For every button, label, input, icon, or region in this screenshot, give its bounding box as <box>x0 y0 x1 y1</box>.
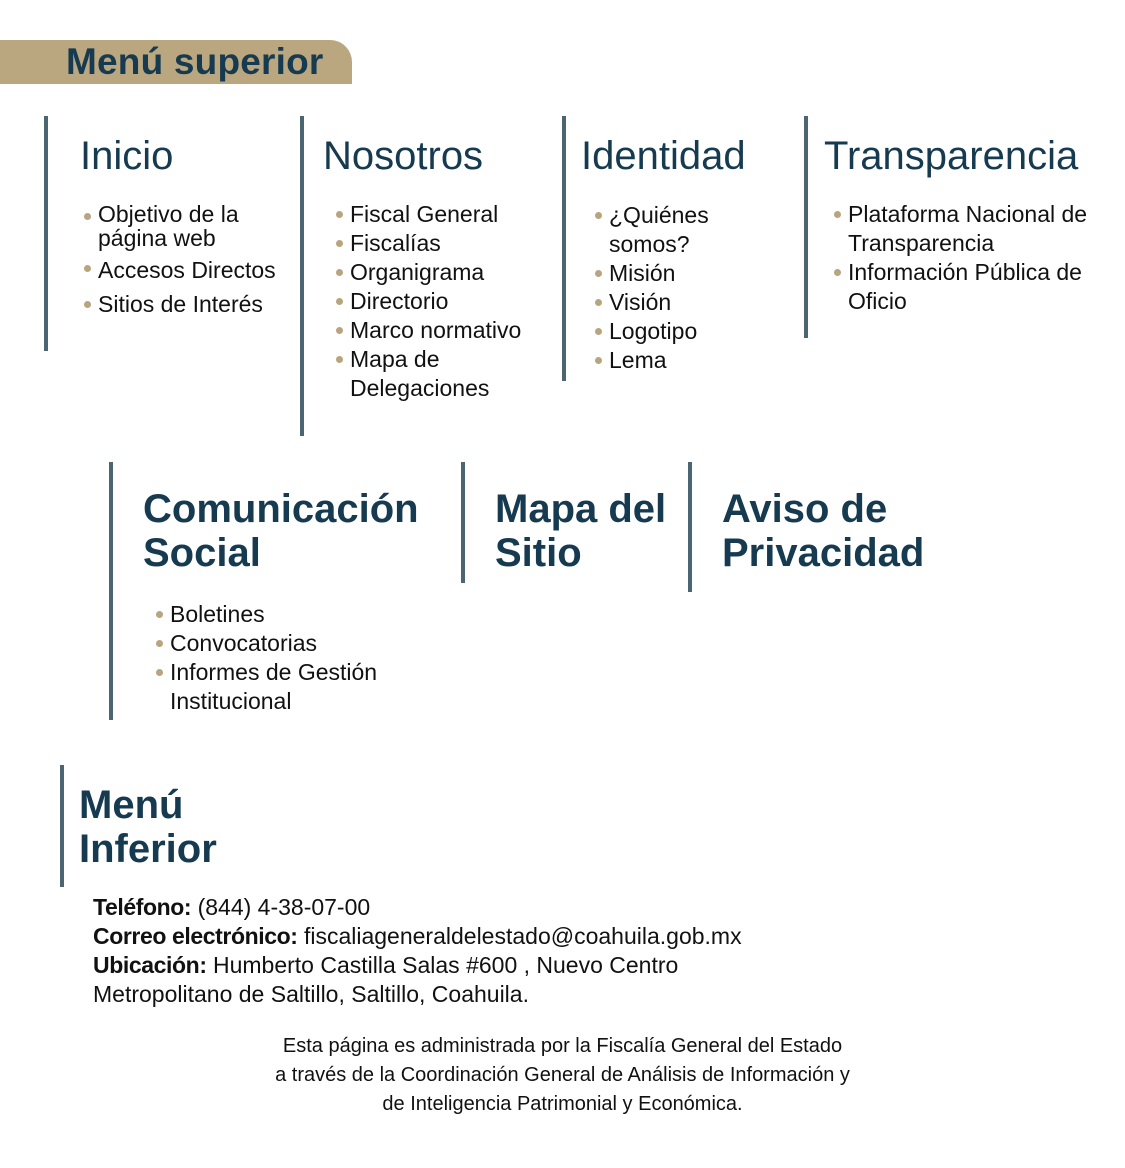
location-value-line1: Humberto Castilla Salas #600 , Nuevo Centro <box>212 952 679 978</box>
identidad-list <box>595 201 720 375</box>
section-title-nosotros[interactable]: Nosotros <box>323 134 484 178</box>
location-label: Ubicación: <box>93 952 207 978</box>
list-item[interactable]: Misión <box>595 259 720 288</box>
nosotros-list <box>336 200 551 403</box>
section-title-comunicacion-social[interactable]: Comunicación Social <box>143 487 419 575</box>
menu-superior-label: Menú superior <box>66 41 324 82</box>
list-item[interactable]: Información Pública de Oficio <box>834 258 1104 316</box>
footer-line-1: Esta página es administrada por la Fiscalía General del Estado <box>282 1035 843 1057</box>
section-menu-inferior <box>60 765 260 887</box>
contact-info <box>93 893 742 1009</box>
footer-line-3: de Inteligencia Patrimonial y Económica. <box>382 1093 743 1115</box>
contact-email-row <box>93 922 742 951</box>
section-title-identidad[interactable]: Identidad <box>581 134 746 178</box>
section-title-inicio[interactable]: Inicio <box>80 134 174 178</box>
section-aviso-de-privacidad <box>688 462 948 592</box>
list-item[interactable]: Convocatorias <box>156 629 416 658</box>
list-item[interactable]: Visión <box>595 288 720 317</box>
list-item[interactable]: Lema <box>595 346 720 375</box>
list-item[interactable]: Marco normativo <box>336 316 551 345</box>
comunicacion-social-list <box>156 600 416 716</box>
list-item[interactable]: Sitios de Interés <box>84 290 284 319</box>
section-transparencia <box>804 116 1114 338</box>
menu-superior-tab <box>0 40 352 84</box>
list-item[interactable]: Accesos Directos <box>84 254 284 287</box>
footer-line-2: a través de la Coordinación General de Análisis de Información y <box>275 1064 850 1086</box>
list-item[interactable]: Boletines <box>156 600 416 629</box>
section-nosotros <box>300 116 555 436</box>
section-comunicacion-social <box>109 462 454 720</box>
list-item[interactable]: Objetivo de la página web <box>84 202 284 250</box>
list-item[interactable]: Logotipo <box>595 317 720 346</box>
list-item[interactable]: Informes de Gestión Institucional <box>156 658 390 716</box>
list-item[interactable]: Organigrama <box>336 258 551 287</box>
list-item[interactable]: ¿Quiénes somos? <box>595 201 720 259</box>
list-item[interactable]: Mapa de Delegaciones <box>336 345 500 403</box>
phone-value[interactable]: (844) 4-38-07-00 <box>197 894 371 920</box>
section-identidad <box>562 116 797 381</box>
list-item[interactable]: Fiscalías <box>336 229 551 258</box>
inicio-list <box>84 202 284 319</box>
location-value-line2: Metropolitano de Saltillo, Saltillo, Coahuila. <box>93 981 529 1007</box>
section-title-aviso-de-privacidad[interactable]: Aviso de Privacidad <box>722 487 925 575</box>
section-mapa-del-sitio <box>461 462 681 583</box>
list-item[interactable]: Fiscal General <box>336 200 551 229</box>
section-title-menu-inferior: Menú Inferior <box>79 783 217 871</box>
section-inicio <box>44 116 294 351</box>
list-item[interactable]: Plataforma Nacional de Transparencia <box>834 200 1104 258</box>
footer-note <box>200 1032 925 1119</box>
section-title-transparencia[interactable]: Transparencia <box>824 134 1079 178</box>
email-label: Correo electrónico: <box>93 923 298 949</box>
transparencia-list <box>834 200 1104 316</box>
section-title-mapa-del-sitio[interactable]: Mapa del Sitio <box>495 487 667 575</box>
email-value[interactable]: fiscaliageneraldelestado@coahuila.gob.mx <box>303 923 742 949</box>
contact-phone-row <box>93 893 742 922</box>
contact-location-row <box>93 951 742 980</box>
list-item[interactable]: Directorio <box>336 287 551 316</box>
phone-label: Teléfono: <box>93 894 192 920</box>
